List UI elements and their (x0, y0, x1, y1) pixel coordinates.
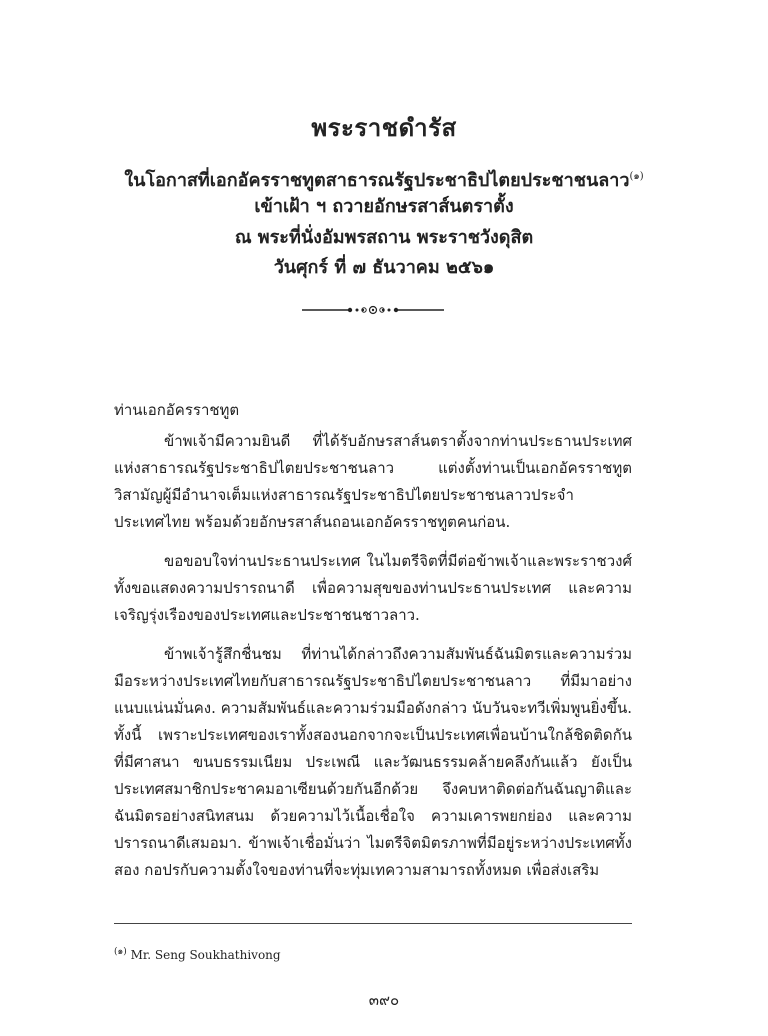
footnote-divider (114, 923, 632, 924)
salutation: ท่านเอกอัครราชทูต (114, 401, 240, 419)
subtitle-line-1-text: ในโอกาสที่เอกอัครราชทูตสาธารณรัฐประชาธิปไตยประชาชนลาว (124, 170, 630, 191)
body-text (114, 428, 632, 896)
paragraph-3: ข้าพเจ้ารู้สึกชื่นชม ที่ท่านได้กล่าวถึงความสัมพันธ์ฉันมิตรและความร่วมมือระหว่างประเทศไทยกับสาธารณรัฐประชาธิปไตยประชาชนลาว ที่มีมาอย่างแนบแน่นมั่นคง. ความสัมพันธ์และความร่วมมือดังกล่าว นับวันจะทวีเพิ่มพูนยิ่งขึ้น. ทั้งนี้ เพราะประเทศของเราทั้งสองนอกจากจะเป็นประเทศเพื่อนบ้านใกล้ชิดติดกัน ที่มีศาสนา ขนบธรรมเนียม ประเพณี และวัฒนธรรมคล้ายคลึงกันแล้ว ยังเป็นประเทศสมาชิกประชาคมอาเซียนด้วยกันอีกด้วย จึงคบหาติดต่อกันฉันญาติและฉันมิตรอย่างสนิทสนม ด้วยความไว้เนื้อเชื่อใจ ความเคารพยกย่อง และความปรารถนาดีเสมอมา. ข้าพเจ้าเชื่อมั่นว่า ไมตรีจิตมิตรภาพที่มีอยู่ระหว่างประเทศทั้งสอง กอปรกับความตั้งใจของท่านที่จะทุ่มเทความสามารถทั้งหมด เพื่อส่งเสริม (114, 645, 632, 879)
footnote-mark: (๑) (114, 947, 127, 957)
subtitle-line-4: วันศุกร์ ที่ ๗ ธันวาคม ๒๕๖๑ (273, 257, 495, 278)
subtitle-line-1 (0, 162, 768, 196)
subtitle-line-2: เข้าเฝ้า ฯ ถวายอักษรสาส์นตราตั้ง (254, 196, 514, 217)
page-number: ๓๙๐ (368, 991, 400, 1009)
subtitle-line-3: ณ พระที่นั่งอัมพรสถาน พระราชวังดุสิต (234, 227, 534, 248)
paragraph-1: ข้าพเจ้ามีความยินดี ที่ได้รับอักษรสาส์นตราตั้งจากท่านประธานประเทศแห่งสาธารณรัฐประชาธิปไตยประชาชนลาว แต่งตั้งท่านเป็นเอกอัครราชทูตวิสามัญผู้มีอำนาจเต็มแห่งสาธารณรัฐประชาธิปไตยประชาชนลาวประจำประเทศไทย พร้อมด้วยอักษรสาส์นถอนเอกอัครราชทูตคนก่อน. (114, 432, 632, 531)
footnote (114, 944, 281, 962)
footnote-text: Mr. Seng Soukhathivong (130, 948, 281, 962)
paragraph-2: ขอขอบใจท่านประธานประเทศ ในไมตรีจิตที่มีต่อข้าพเจ้าและพระราชวงศ์ ทั้งขอแสดงความปรารถนาดี เพื่อความสุขของท่านประธานประเทศ และความเจริญรุ่งเรืองของประเทศและประชาชนชาวลาว. (114, 552, 632, 624)
footnote-reference[interactable]: (๑) (629, 171, 644, 182)
page-title: พระราชดำรัส (311, 113, 457, 142)
ornament-divider (300, 300, 446, 320)
